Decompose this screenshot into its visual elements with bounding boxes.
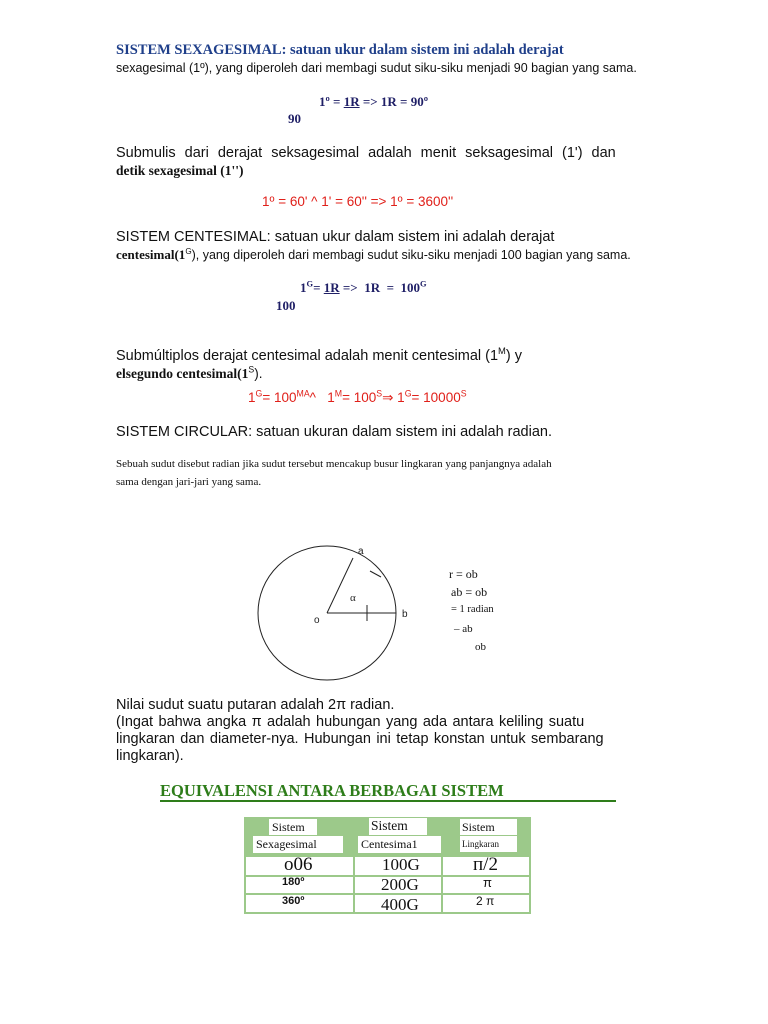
formula-part: 1 [300,280,307,295]
label-o: o [314,615,320,626]
formula-part: = [313,280,324,295]
row3-circular: 2 π [476,894,495,908]
label-a: a [358,546,364,557]
header-col3-line1: Sistem [462,820,495,834]
radian-definition-line1: Sebuah sudut disebut radian jika sudut tersebut mencakup busur lingkaran yang panjangnya adalah [116,458,552,470]
centesimal-heading: SISTEM CENTESIMAL: satuan ukur dalam sistem ini adalah derajat [116,229,555,245]
sup: S [376,388,383,399]
heading-underline [160,800,616,802]
row1-circular: п/2 [473,854,498,875]
centesimal-denominator: 100 [276,298,296,313]
formula-part: 1º = [319,94,344,109]
sup: G [404,388,412,399]
relation-r-ob: r = ob [449,567,478,581]
header-col3-line2: Lingkaran [462,839,499,849]
sup: G [306,278,314,289]
radian-definition-line2: sama dengan jari-jari yang sama. [116,476,262,488]
row2-circular: π [483,875,492,890]
radius-oa [327,558,353,613]
header-col2-line1: Sistem [371,818,408,833]
equivalence-table [244,817,531,914]
sup: G [255,388,263,399]
sexagesimal-subunit-formula: 1º = 60' ^ 1' = 60'' => 1º = 3600'' [262,194,454,209]
detik-sexagesimal-text: detik sexagesimal (1'') [116,163,244,178]
formula-1r: 1R [323,280,340,295]
tick-mark [370,571,381,577]
formula-part: ^ 1 [309,390,335,405]
relation-ob: ob [475,641,486,653]
sup: S [460,388,467,399]
pi-note-line1: (Ingat bahwa angka π adalah hubungan yang ada antara keliling suatu [116,714,585,730]
formula-part: => 1R = 90º [359,94,428,109]
row2-centesimal: 200G [381,875,419,894]
sup: M [498,345,506,357]
text-part: ) y [505,348,522,364]
sup: M [334,388,343,399]
header-col2-line2: Centesima1 [361,837,418,851]
header-col1-line2: Sexagesimal [256,837,317,851]
submultiple-centesimal-text [116,345,522,364]
label-b: b [402,609,408,620]
row3-sexagesimal: 360º [282,895,305,907]
sup: S [248,364,255,375]
sup: MA [296,388,310,399]
pi-note-line3: lingkaran). [116,748,184,764]
centesimal-formula [300,280,427,296]
label-alpha: α [350,592,356,604]
formula-part: = 100 [342,390,377,405]
text-part: Submúltiplos derajat centesimal adalah menit centesimal (1 [116,348,499,364]
centesimal-subunit-formula [248,390,467,406]
formula-part: 1 [248,390,256,405]
sup: G [185,246,192,256]
row1-sexagesimal: o06 [284,854,313,875]
elsegundo-bold: elsegundo centesimal(1 [116,366,249,381]
centesimal-rest: ), yang diperoleh dari membagi sudut siku-siku menjadi 100 bagian yang sama. [191,248,631,262]
full-turn-text: Nilai sudut suatu putaran adalah 2π radian. [116,697,395,713]
circular-heading: SISTEM CIRCULAR: satuan ukuran dalam sistem ini adalah radian. [116,424,552,440]
centesimal-definition [116,247,631,263]
elsegundo-text [116,366,262,382]
sexagesimal-formula [319,94,428,110]
formula-part: => 1R = 100 [339,280,421,295]
relation-ab-ob: ab = ob [451,585,488,599]
row3-centesimal: 400G [381,895,419,914]
text-part: ). [254,366,263,381]
formula-part: = 100 [262,390,297,405]
formula-part: ⇒ 1 [382,390,405,405]
formula-1r: 1R [343,94,360,109]
sexagesimal-heading: SISTEM SEXAGESIMAL: satuan ukur dalam sistem ini adalah derajat [116,42,564,58]
relation-1-radian: = 1 radian [451,604,494,615]
sexagesimal-denominator: 90 [288,111,301,126]
sup: G [420,278,427,289]
formula-part: = 10000 [411,390,461,405]
sexagesimal-definition: sexagesimal (1º), yang diperoleh dari membagi sudut siku-siku menjadi 90 bagian yang sama. [116,61,637,75]
centesimal-bold: centesimal(1 [116,247,186,262]
equivalence-heading: EQUIVALENSI ANTARA BERBAGAI SISTEM [160,781,504,800]
row1-centesimal: 100G [382,855,420,874]
radian-diagram [250,540,520,690]
header-col1-line1: Sistem [272,820,305,834]
row2-sexagesimal: 180º [282,876,305,888]
relation-ab: – ab [454,623,473,635]
pi-note-line2: lingkaran dan diameter-nya. Hubungan ini tetap konstan untuk sembarang [116,731,604,747]
submultiple-sexagesimal-text: Submulis dari derajat seksagesimal adalah menit seksagesimal (1') dan [116,145,616,161]
